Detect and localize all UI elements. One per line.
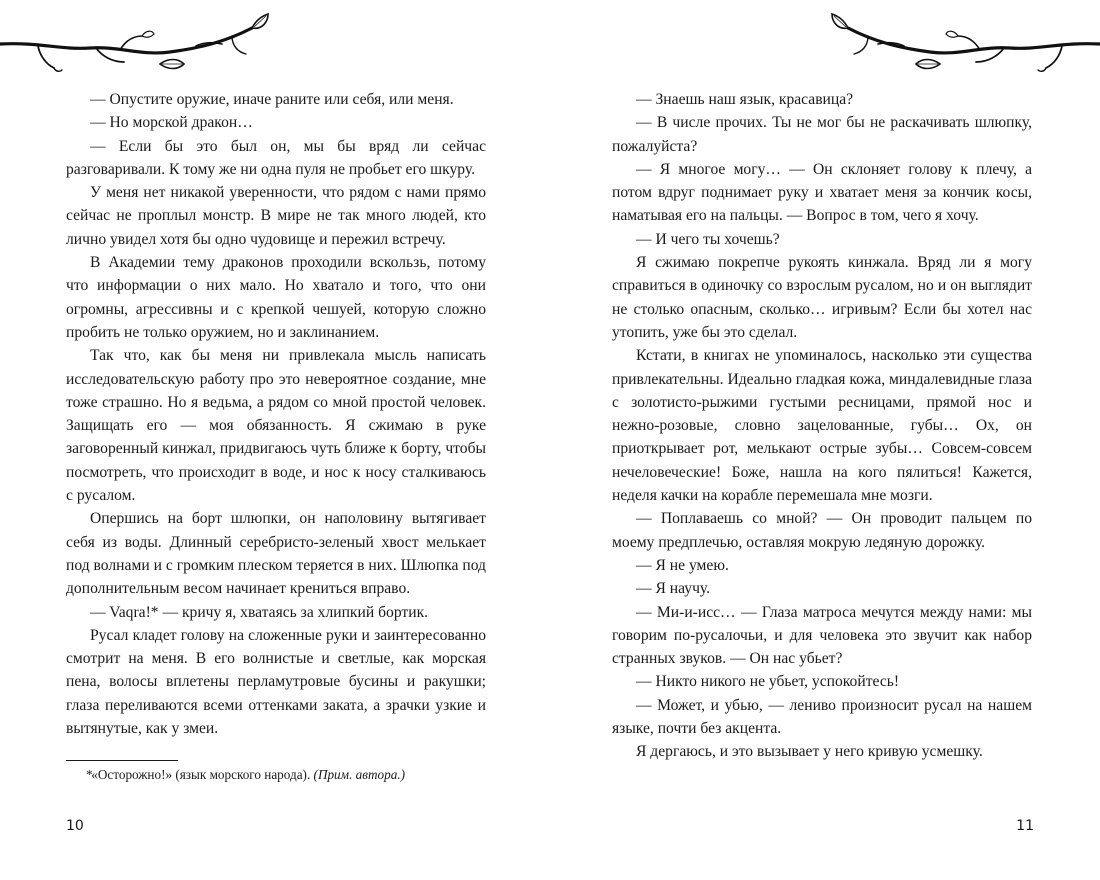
paragraph: — Я многое могу… — Он склоняет голову к плечу, а потом вдруг поднимает руку и хватает меня за кончик косы, наматывая его на пальцы. — Вопрос в том, чего я хочу. <box>612 160 1032 225</box>
right-page <box>550 0 1100 880</box>
paragraph: — Знаешь наш язык, красавица? <box>636 91 854 108</box>
paragraph: У меня нет никакой уверенности, что рядом с нами прямо сейчас не проплыл монстр. В мире не так много людей, кто лично увидел хотя бы одно чудовище и пережил встречу. <box>66 184 486 248</box>
paragraph: Опершись на борт шлюпки, он наполовину вытягивает себя из воды. Длинный серебристо-зеленый хвост мелькает под волнами и с громким плеском теряется в них. Шлюпка под дополнительным весом начинает крениться вправо. <box>66 510 486 598</box>
paragraph: Так что, как бы меня ни привлекала мысль написать исследовательскую работу про это невероятное создание, мне тоже страшно. Но я ведьма, а рядом со мной простой человек. Защищать его — моя обязанность. Я сжимаю в руке заговоренный кинжал, придвигаюсь чуть ближе к борту, чтобы посмотреть, что происходит в воде, и нос к носу сталкиваюсь с русалом. <box>66 347 486 505</box>
branch-leaves-icon <box>830 12 1100 76</box>
paragraph: — Я не умею. <box>636 556 729 574</box>
paragraph: — Поплаваешь со мной? — Он проводит пальцем по моему предплечью, оставляя мокрую ледяную дорожку. <box>612 510 1032 551</box>
page-number: 10 <box>66 818 84 834</box>
right-page-body <box>612 88 1032 764</box>
paragraph: — Я научу. <box>636 580 711 598</box>
paragraph: — И чего ты хочешь? <box>636 230 780 248</box>
paragraph: — Vaqra!* — кричу я, хватаясь за хлипкий бортик. <box>90 603 429 621</box>
page-number: 11 <box>1016 818 1034 834</box>
footnote-author-note: (Прим. автора.) <box>313 767 405 782</box>
paragraph: — Если бы это был он, мы бы вряд ли сейчас разговаривали. К тому же ни одна пуля не пробьет его шкуру. <box>66 137 486 178</box>
paragraph: — Ми-и-исс… — Глаза матроса мечутся между нами: мы говорим по-русалочьи, и для человека это звучит как набор странных звуков. — Он нас убьет? <box>612 603 1032 668</box>
paragraph: — В числе прочих. Ты не мог бы не раскачивать шлюпку, пожалуйста? <box>612 114 1032 155</box>
paragraph: — Может, и убью, — лениво произносит русал на нашем языке, почти без акцента. <box>612 696 1032 738</box>
paragraph: Кстати, в книгах не упоминалось, насколько эти существа привлекательны. Идеально гладкая кожа, миндалевидные глаза с золотисто-рыжими густыми ресницами, прямой нос и нежно-розовые, словно зацелованные, губы… Ох, он приоткрывает рот, мелькают острые зубы… Совсем-совсем нечеловеческие! Боже, нашла на кого пялиться! Кажется, неделя качки на корабле перемешала мне мозги. <box>612 347 1032 505</box>
footnote-divider <box>66 760 178 761</box>
paragraph: Я дергаюсь, и это вызывает у него кривую усмешку. <box>636 743 983 761</box>
paragraph: Я сжимаю покрепче рукоять кинжала. Вряд ли я могу справиться в одиночку со взрослым русалом, но и он выглядит не столько опасным, сколько… игривым? Если бы хотел нас утопить, уже бы это сделал. <box>612 254 1032 341</box>
branch-leaves-icon <box>0 12 270 76</box>
footnote-text: «Осторожно!» (язык морского народа). <box>91 767 311 782</box>
paragraph: — Но морской дракон… <box>90 114 253 132</box>
paragraph: В Академии тему драконов проходили вскользь, потому что информации о них мало. Но хватало и того, что они огромны, агрессивны и с крепкой чешуей, которую сложно пробить не только оружием, но и заклинанием. <box>66 254 486 341</box>
left-page-body <box>66 88 486 740</box>
paragraph: — Никто никого не убьет, успокойтесь! <box>636 673 900 691</box>
paragraph: Русал кладет голову на сложенные руки и заинтересованно смотрит на меня. В его волнистые и светлые, как морская пена, волосы вплетены перламутровые бусины и ракушки; глаза переливаются всеми оттенками заката, а зрачки узкие и вытянутые, как у змеи. <box>66 626 486 738</box>
paragraph: — Опустите оружие, иначе раните или себя, или меня. <box>90 91 454 108</box>
footnote <box>66 766 496 784</box>
footnote-mark: * <box>86 767 93 782</box>
